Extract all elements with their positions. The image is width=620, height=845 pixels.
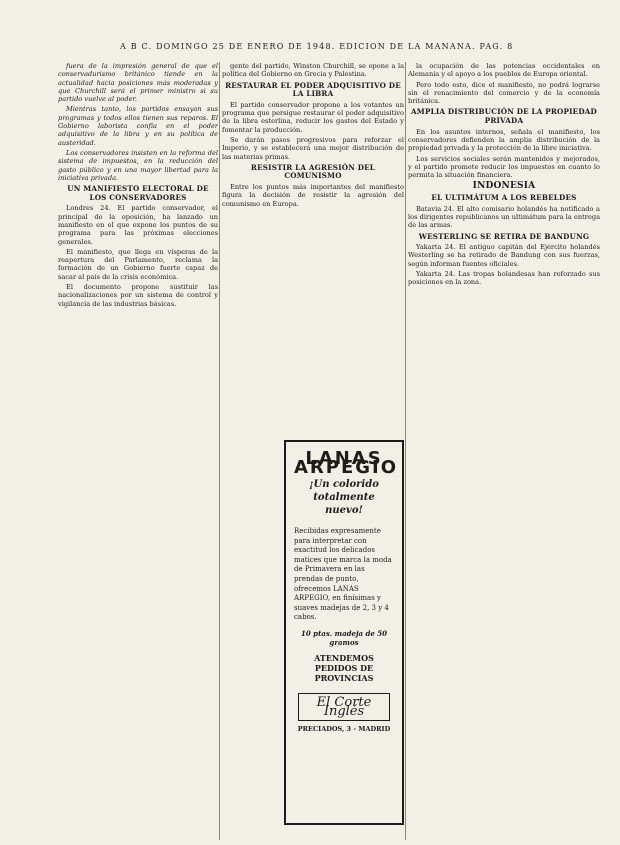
article-paragraph: Batavia 24. El alto comisario holandés ha notificado a los dirigentes republicanos un ultimátum para la entrega de las armas. [408,204,600,230]
ad-brand: LANAS ARPEGIO [294,448,399,478]
ad-price: 10 ptas. madeja de 50 gramos [301,628,387,647]
ad-address: PRECIADOS, 3 - MADRID [297,724,391,733]
article-paragraph: Yakarta 24. El antiguo capitán del Ejército holandés Westerling se ha retirado de Bandung con sus fuerzas, según informan fuentes oficiales. [408,243,600,268]
article-paragraph: El manifiesto, que llega en vísperas de la reapertura del Parlamento, reclama la formación de un Gobierno fuerte capaz de sacar al país de la crisis económica. [58,247,218,281]
page-header: A B C. DOMINGO 25 DE ENERO DE 1948. EDICION DE LA MAÑANA. PAG. 8 [120,42,514,51]
article-paragraph: fuera de la impresión general de que el conservadurismo británico tiende en la actualidad hacia posiciones más moderadas y que Churchill será el primer ministro si su partido vuelve al poder. [58,62,218,104]
advertisement [284,440,404,825]
article-paragraph: Los conservadores insisten en la reforma del sistema de impuestos, en la reducción del gasto público y en una mayor libertad para la iniciativa privada. [58,148,218,182]
column-1 [58,62,218,840]
column-2 [222,62,404,437]
article-paragraph: Entre los puntos más importantes del manifiesto figura la decisión de resistir la agresión del comunismo en Europa. [222,183,404,208]
article-heading: RESTAURAR EL PODER ADQUISITIVO DE LA LIBRA [225,80,401,99]
article-paragraph: El partido conservador propone a los votantes un programa que persigue restaurar el poder adquisitivo de la libra esterlina, reducir los gastos del Estado y fomentar la producción. [222,100,404,134]
article-heading: RESISTIR LA AGRESIÓN DEL COMUNISMO [250,162,376,181]
ad-body: Recibidas expresamente para interpretar con exactitud los delicados matices que marca la moda de Primavera en las prendas de punto, ofrecemos LANAS ARPEGIO, en finísimas y suaves madejas de 2, 3 y 4 cabos. [294,527,392,622]
article-paragraph: Mientras tanto, los partidos ensayan sus programas y todos ellos tienen sus reparos. El Gobierno laborista confía en el poder adquisitivo de la libra y en su política de austeridad. [58,105,218,147]
column-divider [405,62,406,840]
ad-slogan: ¡Un colorido totalmente nuevo! [309,479,379,516]
article-paragraph: Los servicios sociales serán mantenidos y mejorados, y el partido promete reducir los impuestos en cuanto lo permita la situación financiera. [408,154,600,180]
article-heading: EL ULTIMÁTUM A LOS REBELDES [431,193,577,203]
article-heading: UN MANIFIESTO ELECTORAL DE LOS CONSERVADORES [67,184,209,202]
article-paragraph: la ocupación de las potencias occidentales en Alemania y el apoyo a los pueblos de Europa oriental. [408,62,600,79]
article-paragraph: Se darán pasos progresivos para reforzar el Imperio, y se establecerá una mejor distribución de las materias primas. [222,135,404,161]
article-paragraph: Londres 24. El partido conservador, el principal de la oposición, ha lanzado un manifiesto en el que expone los puntos de su programa para las próximas elecciones generales. [58,204,218,246]
article-heading: WESTERLING SE RETIRA DE BANDUNG [418,231,590,241]
ad-orders: ATENDEMOS PEDIDOS DE PROVINCIAS [314,652,374,683]
article-paragraph: En los asuntos internos, señala el manifiesto, los conservadores defienden la amplia distribución de la propiedad privada y la protección de la libre iniciativa. [408,127,600,153]
article-paragraph: Yakarta 24. Las tropas holandesas han reforzado sus posiciones en la zona. [408,270,600,287]
article-paragraph: Pero todo esto, dice el manifiesto, no podrá lograrse sin el renacimiento del comercio y de la economía británica. [408,80,600,106]
column-3 [408,62,600,840]
section-heading: INDONESIA [472,181,536,192]
column-divider [219,62,220,840]
article-paragraph: El documento propone sustituir las nacionalizaciones por un sistema de control y vigilancia de las industrias básicas. [58,283,218,308]
article-paragraph: gente del partido, Winston Churchill, se opone a la política del Gobierno en Grecia y Palestina. [222,62,404,79]
ad-store-logo: El Corte Inglés [298,693,390,721]
article-heading: AMPLIA DISTRIBUCIÓN DE LA PROPIEDAD PRIVADA [411,107,597,126]
